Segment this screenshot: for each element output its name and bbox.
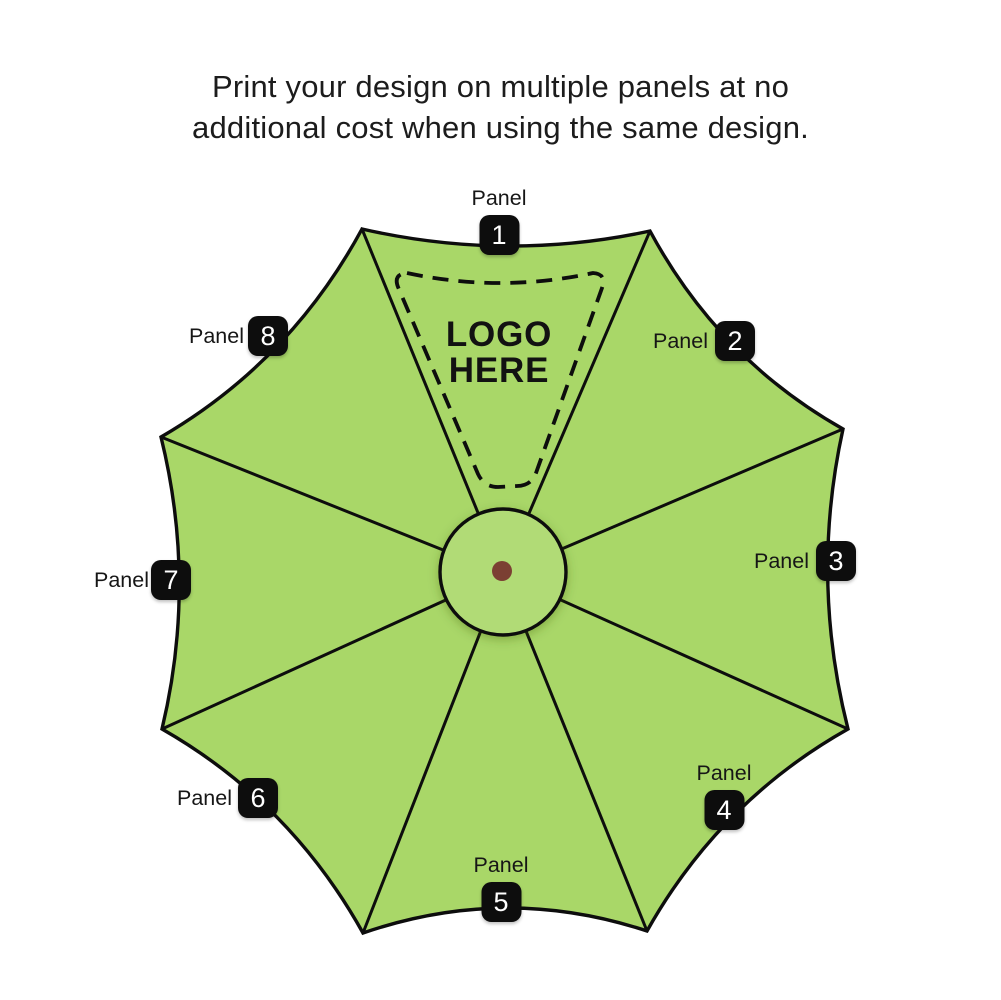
- panel-word: Panel: [94, 568, 149, 592]
- pole-dot: [492, 561, 512, 581]
- panel-8-label-group: [186, 316, 288, 356]
- logo-placeholder-text: [446, 317, 552, 389]
- logo-placeholder-line-1: LOGO: [445, 315, 553, 354]
- panel-word: Panel: [177, 786, 232, 810]
- panel-2-badge: 2: [715, 321, 755, 361]
- panel-word: Panel: [471, 186, 527, 210]
- panel-8-badge: 8: [248, 316, 288, 356]
- panel-5-badge: 5: [481, 882, 521, 922]
- panel-5-label-group: [474, 853, 529, 922]
- panel-3-badge: 3: [816, 541, 856, 581]
- panel-7-label-group: [91, 560, 191, 600]
- panel-1-badge: 1: [479, 215, 519, 255]
- panel-4-badge: 4: [704, 790, 744, 830]
- panel-6-badge: 6: [238, 778, 278, 818]
- panel-word: Panel: [189, 324, 244, 348]
- panel-1-label-group: [472, 186, 527, 255]
- panel-6-label-group: [174, 778, 278, 818]
- panel-word: Panel: [473, 853, 529, 877]
- panel-word: Panel: [653, 329, 708, 353]
- panel-2-label-group: [650, 321, 755, 361]
- logo-placeholder-line-2: HERE: [448, 351, 550, 390]
- headline-line-1: Print your design on multiple panels at no: [211, 69, 790, 104]
- panel-word: Panel: [696, 761, 752, 785]
- headline-line-2: additional cost when using the same design.: [192, 110, 809, 145]
- panel-7-badge: 7: [151, 560, 191, 600]
- panel-word: Panel: [754, 549, 809, 573]
- panel-3-label-group: [751, 541, 856, 581]
- panel-4-label-group: [697, 761, 752, 830]
